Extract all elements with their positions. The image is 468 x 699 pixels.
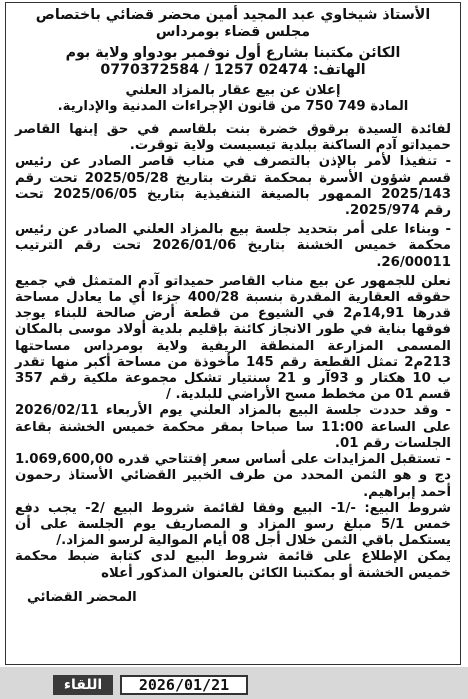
property-description-paragraph: نعلن للجمهور عن بيع مناب القاصر حميداتو آدم المتمثل في جميع حقوقه العقارية المقدرة بنسبة 400/28 جزءا أي ما يعادل مساحة قدرها 14,91م2 في الشيوع من قطعة أرض صالحة للبناء يوجد فوقها بناية في طور الانجاز كائنة بإقليم بلدية أولاد موسى بالمكان المسمى المزارعة المنطقة الريفية ولاية بومرداس مساحتها 213م2 تمثل القطعة رقم 145 مأخوذة من مساحة أكبر منها تقدر ب 10 هكتار و 93آر و 21 سنتيار تشكل مجموعة ملكية رقم 357 قسم 01 من مخطط مسح الأراضي للبلدية. / (15, 273, 452, 403)
consultation-paragraph: يمكن الإطلاع على قائمة شروط البيع لدى كتابة ضبط محكمة خميس الخشنة أو بمكتبنا الكائن بالعنوان المذكور أعلاه (15, 549, 451, 581)
auction-date-paragraph: - وقد حددت جلسة البيع بالمزاد العلني يوم الأربعاء 2026/02/11 على الساعة 11:00 سا صباحا بمقر محكمة خميس الخشنة بقاعة الجلسات رقم 01. (15, 403, 451, 451)
legal-article: المادة 749 750 من قانون الإجراءات المدنية والإدارية. (57, 98, 409, 114)
hearing-order-paragraph: - وبناءا على أمر بتحديد جلسة بيع بالمزاد العلني الصادر عن رئيس محكمة خميس الخشنة بتاريخ 2026/01/06 تحت رقم الترتيب 26/00011. (15, 222, 451, 270)
office-address: الكائن مكتبنا بشارع أول نوفمبر بودواو ولاية بوم (65, 44, 401, 61)
publication-date: 2026/01/21 (120, 675, 248, 695)
court-jurisdiction: مجلس قضاء بومرداس (155, 24, 311, 41)
office-phone: الهاتف: 02474 1257 / 0770372584 (100, 62, 366, 79)
signature: المحضر القضائي (27, 589, 137, 605)
notice-title: إعلان عن بيع عقار بالمزاد العلني (125, 82, 341, 98)
sale-conditions-paragraph: شروط البيع: -/1- البيع وفقا لقائمة شروط البيع /2- يجب دفع خمس 5/1 مبلغ رسو المزاد و المصاريف يوم الجلسة على أن يستكمل باقي الثمن خلال أجل 08 أيام الموالية لرسو المزاد./ (15, 500, 451, 549)
legal-notice (5, 2, 461, 665)
bailiff-name-line: الأستاذ شيخاوي عبد المجيد أمين محضر قضائي باختصاص (35, 7, 431, 23)
newspaper-name: اللقاء (53, 675, 113, 695)
beneficiary-paragraph: لفائدة السيدة برقوق خضرة بنت بلقاسم في حق إبنها القاصر حميداتو آدم الساكنة ببلدية تيسيست ولاية توقرت. (15, 122, 451, 154)
authorization-order-paragraph: - تنفيذا لأمر بالإذن بالتصرف في مناب قاصر الصادر عن رئيس قسم شؤون الأسرة بمحكمة تقرت بتاريخ 2025/05/28 تحت رقم 2025/143 الممهور بالصيغة التنفيذية بتاريخ 2025/06/05 تحت رقم 2025/974. (15, 154, 451, 219)
opening-price-paragraph: - تستقبل المزايدات على أساس سعر إفتتاحي قدره 1.069,600,00 دج و هو الثمن المحدد من طرف الخبير القضائي الأستاذ رحمون أحمد إبراهيم. (15, 452, 451, 500)
